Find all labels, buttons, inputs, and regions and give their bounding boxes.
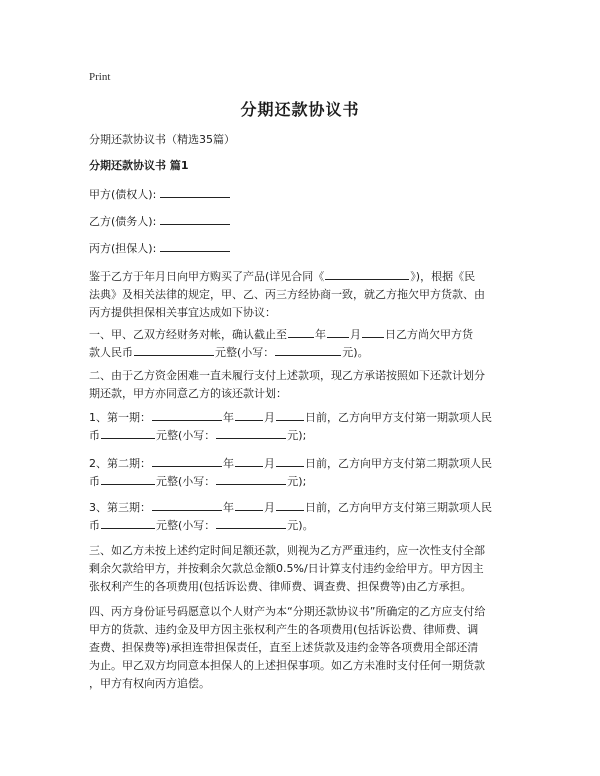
installment-2-line-1	[89, 454, 492, 474]
day-blank	[276, 498, 304, 511]
clause-4-line-3: 查费、担保费等)承担连带担保责任，直至上述货款及违约金等各项费用全部还清	[89, 641, 479, 654]
signature-blank	[160, 239, 230, 252]
party-label: 甲方(债权人):	[89, 188, 157, 201]
amount-words-blank	[101, 516, 155, 529]
day-blank	[362, 325, 384, 338]
clause-text: 年	[315, 328, 326, 341]
contract-name-blank	[325, 267, 409, 280]
amount-words-blank	[134, 343, 214, 356]
installment-text: 元整(小写：	[156, 519, 216, 532]
installment-3-line-1	[89, 498, 492, 518]
clause-1-line-2	[89, 343, 369, 363]
year-blank	[288, 325, 314, 338]
clause-text: 元)。	[342, 346, 369, 359]
installment-text: 年	[223, 501, 234, 514]
document-subtitle: 分期还款协议书（精选35篇）	[89, 133, 235, 146]
installment-text: 1、第一期：	[89, 411, 151, 424]
installment-text: 月	[264, 411, 275, 424]
signature-blank	[160, 212, 230, 225]
month-blank	[327, 325, 349, 338]
clause-3-line-1: 三、如乙方未按上述约定时间足额还款，则视为乙方严重违约，应一次性支付全部	[89, 544, 485, 557]
party-row-guarantor	[89, 239, 231, 259]
party-row-debtor	[89, 212, 231, 232]
day-blank	[276, 408, 304, 421]
document-title: 分期还款协议书	[240, 100, 360, 119]
installment-text: 3、第三期：	[89, 501, 151, 514]
installment-text: 元整(小写：	[156, 475, 216, 488]
clause-text: 月	[350, 328, 361, 341]
year-blank	[152, 498, 222, 511]
installment-text: 日前，乙方向甲方支付第二期款项人民	[305, 457, 492, 470]
clause-4-line-2: 甲方的货款、违约金及甲方因主张权利产生的各项费用(包括诉讼费、律师费、调	[89, 623, 479, 636]
clause-3-line-2: 剩余欠款给甲方，并按剩余欠款总金额0.5%/日计算支付违约金给甲方。甲方因主	[89, 562, 484, 575]
clause-text: 一、甲、乙双方经财务对帐，确认截止至	[89, 328, 287, 341]
installment-text: 2、第二期：	[89, 457, 151, 470]
year-blank	[152, 454, 222, 467]
installment-text: 月	[264, 501, 275, 514]
installment-text: 日前，乙方向甲方支付第一期款项人民	[305, 411, 492, 424]
clause-text: 元整(小写：	[215, 346, 275, 359]
day-blank	[276, 454, 304, 467]
installment-3-line-2	[89, 516, 314, 536]
party-row-creditor	[89, 185, 231, 205]
installment-text: 日前，乙方向甲方支付第三期款项人民	[305, 501, 492, 514]
intro-line-2: 法典》及相关法律的规定，甲、乙、丙三方经协商一致，就乙方拖欠甲方货款、由	[89, 288, 485, 301]
clause-text: 日乙方尚欠甲方货	[385, 328, 473, 341]
installment-text: 元);	[287, 475, 307, 488]
clause-4-line-5: ，甲方有权向丙方追偿。	[89, 677, 210, 690]
party-label: 乙方(债务人):	[89, 215, 157, 228]
intro-line-3: 丙方提供担保相关事宜达成如下协议：	[89, 306, 276, 319]
month-blank	[235, 408, 263, 421]
installment-text: 元整(小写：	[156, 429, 216, 442]
month-blank	[235, 454, 263, 467]
print-label: Print	[89, 71, 111, 83]
party-label: 丙方(担保人):	[89, 242, 157, 255]
month-blank	[235, 498, 263, 511]
section-heading: 分期还款协议书 篇1	[89, 159, 189, 172]
signature-blank	[160, 185, 230, 198]
installment-text: 币	[89, 475, 100, 488]
clause-1-line-1	[89, 325, 473, 345]
amount-figures-blank	[216, 426, 286, 439]
clause-2-line-2: 期还款，甲方亦同意乙方的该还款计划：	[89, 387, 287, 400]
clause-2-line-1: 二、由于乙方资金困难一直未履行支付上述款项，现乙方承诺按照如下还款计划分	[89, 369, 485, 382]
installment-text: 币	[89, 519, 100, 532]
clause-text: 款人民币	[89, 346, 133, 359]
amount-figures-blank	[216, 516, 286, 529]
intro-text: 鉴于乙方于年月日向甲方购买了产品(详见合同《	[89, 270, 325, 283]
amount-words-blank	[101, 426, 155, 439]
clause-3-line-3: 张权利产生的各项费用(包括诉讼费、律师费、调查费、担保费等)由乙方承担。	[89, 580, 472, 593]
installment-text: 年	[223, 411, 234, 424]
year-blank	[152, 408, 222, 421]
installment-text: 元);	[287, 429, 307, 442]
installment-text: 币	[89, 429, 100, 442]
installment-2-line-2	[89, 472, 306, 492]
installment-1-line-1	[89, 408, 492, 428]
amount-words-blank	[101, 472, 155, 485]
clause-4-line-4: 为止。甲乙双方均同意本担保人的上述担保事项。如乙方未准时支付任何一期货款	[89, 659, 485, 672]
installment-text: 年	[223, 457, 234, 470]
amount-figures-blank	[216, 472, 286, 485]
installment-text: 月	[264, 457, 275, 470]
amount-figures-blank	[275, 343, 341, 356]
intro-text: 》)，根据《民	[410, 270, 476, 283]
installment-text: 元)。	[287, 519, 314, 532]
intro-line-1	[89, 267, 475, 287]
installment-1-line-2	[89, 426, 306, 446]
clause-4-line-1: 四、丙方身份证号码愿意以个人财产为本“分期还款协议书”所确定的乙方应支付给	[89, 605, 486, 618]
